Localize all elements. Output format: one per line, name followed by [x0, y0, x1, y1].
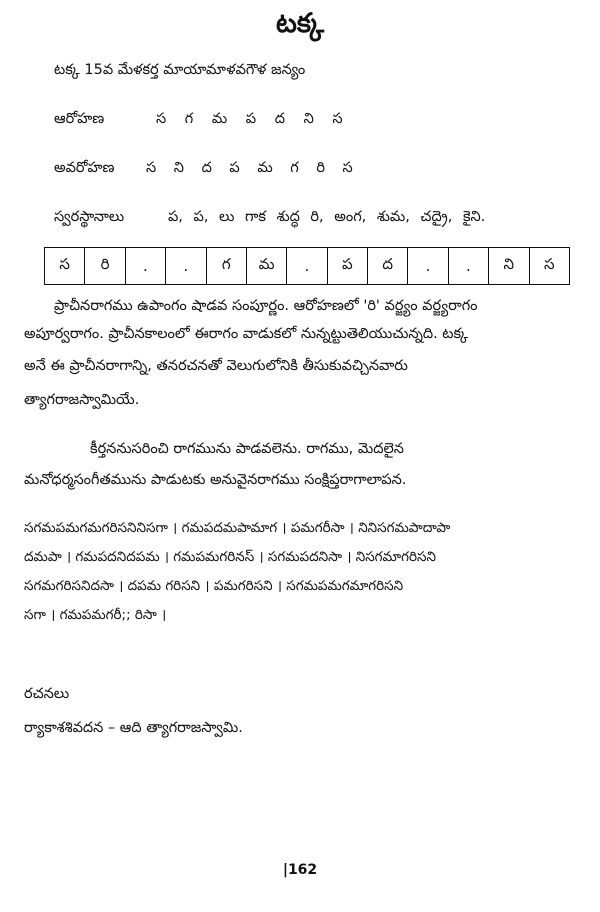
swara-row	[45, 248, 570, 285]
paragraph-2-line-1: కీర్తననుసరించి రాగమును పాడవలెను. రాగము, మెదలైన	[90, 441, 404, 457]
page-number: |162	[282, 862, 318, 878]
swara-cell: ప	[327, 248, 367, 285]
paragraph-1-line-4: త్యాగరాజస్వామియే.	[24, 392, 140, 408]
rachanalu-item: ర్యాకాశశివదన – ఆది త్యాగరాజస్వామి.	[24, 720, 243, 736]
avarohana-label: అవరోహణ	[54, 160, 115, 176]
alapana-line-4: సగా । గమపమగరీ;; రిసా ।	[24, 607, 167, 623]
janyam-line: టక్క 15వ మేళకర్త మాయామాళవగౌళ జన్యం	[54, 62, 306, 78]
rachanalu-heading: రచనలు	[24, 686, 70, 702]
alapana-line-2: దమపా । గమపదనిదపమ । గమపమగరినస్ । సగమపదనిసా । నిసగమాగరిసని	[24, 549, 436, 565]
alapana-line-1: సగమపమగమగరిసనినిసగా । గమపదమపామాగ । పమగరీసా । నినిసగమపాదాపా	[24, 520, 451, 536]
arohana-value: స గ మ ప ద ని స	[156, 111, 343, 127]
swara-cell: రి	[85, 248, 125, 285]
swara-cell: స	[45, 248, 85, 285]
paragraph-1-line-1: ప్రాచీనరాగము ఉపాంగం షాడవ సంపూర్ణం. ఆరోహణలో 'రి' వర్జ్యం వర్జ్యరాగం	[54, 298, 478, 314]
swara-cell: ని	[489, 248, 529, 285]
swara-table	[44, 247, 570, 285]
arohana-label: ఆరోహణ	[54, 111, 105, 127]
svarasthanalu-label: స్వరస్థానాలు	[54, 209, 125, 225]
swara-cell: మ	[246, 248, 286, 285]
paragraph-2-line-2: మనోధర్మసంగీతమును పాడుటకు అనువైనరాగము సంక్షిప్తరాగాలాపన.	[24, 472, 407, 488]
svarasthanalu-value: ప, ప, లు గాక శుద్ధ రి, అంగ, శుమ, చద్రై, కైని.	[168, 209, 486, 225]
alapana-line-3: సగమగరిసనిదసా । దపమ గరిసని । పమగరిసని । సగమపమగమాగరిసని	[24, 578, 404, 594]
swara-cell: .	[448, 248, 488, 285]
swara-cell: గ	[206, 248, 246, 285]
swara-cell: స	[529, 248, 570, 285]
swara-cell: ద	[368, 248, 408, 285]
page-title: టక్క	[276, 8, 324, 39]
avarohana-value: స ని ద ప మ గ రి స	[146, 160, 353, 176]
swara-cell: .	[408, 248, 448, 285]
swara-cell: .	[166, 248, 206, 285]
paragraph-1-line-3: అనే ఈ ప్రాచీనరాగాన్ని, తనరచనతో వెలుగులోనికి తీసుకువచ్చినవారు	[24, 358, 408, 374]
swara-cell: .	[287, 248, 327, 285]
paragraph-1-line-2: అపూర్వరాగం. ప్రాచీనకాలంలో ఈరాగం వాడుకలో నున్నట్టుతెలియుచున్నది. టక్క	[24, 326, 469, 342]
swara-cell: .	[125, 248, 165, 285]
